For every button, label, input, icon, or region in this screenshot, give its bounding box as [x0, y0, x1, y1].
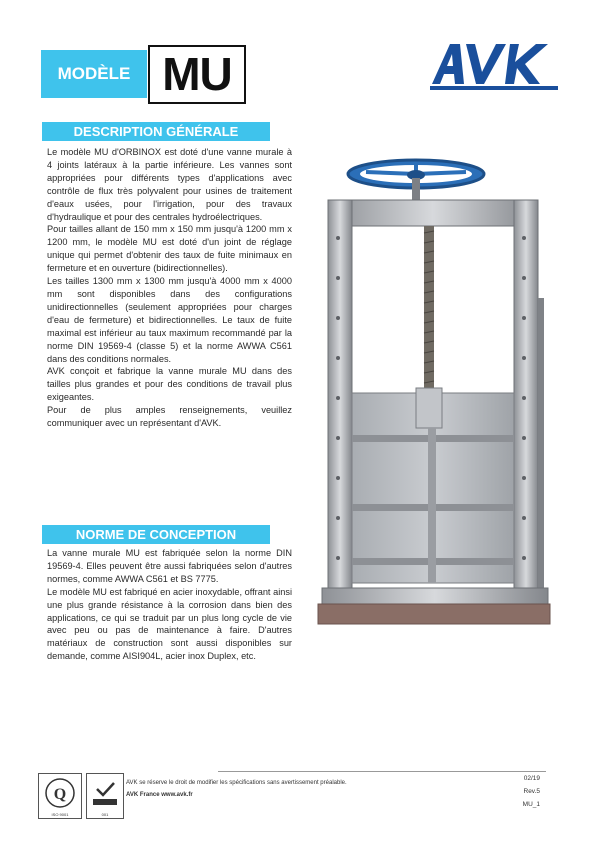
norme-paragraph: La vanne murale MU est fabriquée selon la norme DIN 19569-4. Elles peuvent être aussi fabriquées selon d'autres normes, comme AWWA C561 et BS 7775.: [47, 548, 292, 584]
description-paragraph: Le modèle MU d'ORBINOX est doté d'une vanne murale à 4 joints latéraux à la partie inférieure. Les vannes sont appropriées pour différents types d'applications avec contrôle de flux très polyvalent pour usines de traitement d'eaux usées, pour l'irrigation, pour des travaux d'hydraulique et pour des centrales hydroélectriques.: [47, 147, 292, 222]
description-body: [47, 146, 292, 430]
footer-divider: [218, 771, 546, 772]
description-paragraph: Pour de plus amples renseignements, veuillez communiquer avec un représentant d'AVK.: [47, 405, 292, 429]
iso-caption: ISO 9001: [51, 812, 69, 817]
section-title-norme: NORME DE CONCEPTION: [42, 525, 270, 544]
product-photo: [318, 148, 554, 638]
description-paragraph: AVK conçoit et fabrique la vanne murale MU dans des tailles plus grandes et pour des conditions de travail plus exigeantes.: [47, 366, 292, 403]
iso-certification-icon: [38, 773, 82, 819]
footer-revision: Rev.5: [523, 788, 540, 795]
ukas-caption: 001: [101, 812, 109, 817]
footer-doc-code: MU_1: [522, 801, 540, 808]
norme-body: [47, 547, 292, 663]
footer-company: AVK France www.avk.fr: [126, 792, 193, 798]
section-title-description: DESCRIPTION GÉNÉRALE: [42, 122, 270, 141]
brand-text: AVK: [430, 27, 461, 44]
description-paragraph: Les tailles 1300 mm x 1300 mm jusqu'à 4000 mm x 4000 mm sont disponibles dans des configurations unidirectionnelles (seulement appropriées pour charges d'eau de fermeture) et bidirectionnelles. Le taux de fuite maximal est inférieur au taux maximum recommandé par la norme DIN 19569-4 (classe 5) et la norme AWWA C561 dans des conditions normales.: [47, 276, 292, 364]
norme-paragraph: Le modèle MU est fabriqué en acier inoxydable, offrant ainsi une plus grande résistance à la corrosion dans bien des applications, ce qui se traduit par un plus long cycle de vie avec peu ou pas de maintenance à faire. D'autres matériaux de construction sont aussi disponibles sur demande, comme AISI904L, acier inox Duplex, etc.: [47, 586, 292, 662]
ukas-certification-icon: [86, 773, 124, 819]
model-code: MU: [148, 45, 246, 104]
description-paragraph: Pour tailles allant de 150 mm x 150 mm jusqu'à 1200 mm x 1200 mm, le modèle MU est doté d'un joint de réglage unique qui permet d'obtenir des taux de fuite minimaux en fermeture et en ouverture (bidirectionnelles).: [47, 224, 292, 274]
avk-logo: [430, 27, 558, 92]
modele-label: MODÈLE: [41, 50, 147, 98]
footer-disclaimer: AVK se réserve le droit de modifier les spécifications sans avertissement préalable.: [126, 780, 347, 786]
footer-date: 02/19: [523, 775, 540, 782]
svg-text:Q: Q: [53, 786, 67, 803]
